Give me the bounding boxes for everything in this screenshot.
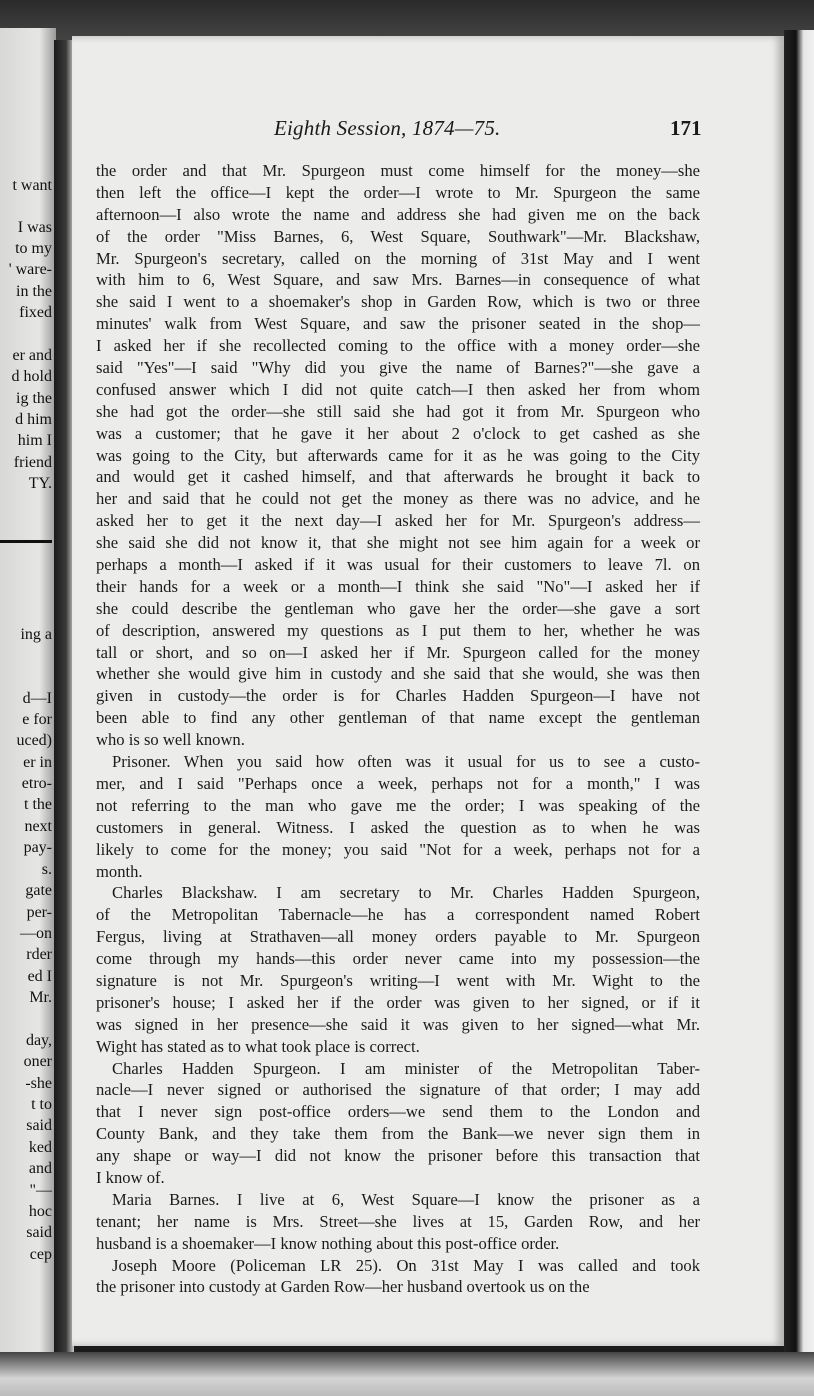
- text-line: husband is a shoemaker—I know nothing about this post-office order.: [96, 1233, 560, 1253]
- facing-page-line: ' ware-: [8, 261, 52, 278]
- text-line: not referring to the man who gave me the order; I was speaking of the: [96, 795, 700, 815]
- facing-page-line: er in: [23, 754, 52, 771]
- text-line: and would get it cashed himself, and that afterwards he brought it back to: [96, 467, 700, 487]
- text-line: said "Yes"—I said "Why did you give the name of Barnes?"—she gave a: [96, 358, 700, 378]
- text-line: whether she would give him in custody and she said that she would, she was then: [96, 664, 700, 684]
- text-line: nacle—I never signed or authorised the signature of that order; I may add: [96, 1080, 700, 1100]
- text-line: asked her to get it the next day—I asked her for Mr. Spurgeon's address—: [96, 511, 700, 531]
- text-line: tall or short, and so on—I asked her if Mr. Spurgeon called for the money: [96, 642, 700, 662]
- text-line: her and said that he could not get the money as there was no advice, and he: [96, 489, 700, 509]
- facing-page-line: d hold: [11, 368, 52, 385]
- text-line: Charles Blackshaw. I am secretary to Mr. Charles Hadden Spurgeon,: [112, 883, 700, 903]
- text-line: that I never sign post-office orders—we send them to the London and: [96, 1102, 700, 1122]
- text-line: their hands for a week or a month—I think she said "No"—I asked her if: [96, 576, 700, 596]
- text-line: mer, and I said "Perhaps once a week, perhaps not for a month," I was: [96, 773, 700, 793]
- text-line: likely to come for the money; you said "Not for a week, perhaps not for a: [96, 839, 700, 859]
- facing-page-line: t the: [24, 796, 52, 813]
- text-line: minutes' walk from West Square, and saw the prisoner seated in the shop—: [96, 314, 700, 334]
- text-line: afternoon—I also wrote the name and address she had given me on the back: [96, 204, 700, 224]
- facing-page-line: uced): [16, 732, 52, 749]
- facing-page-line: e for: [22, 711, 52, 728]
- facing-page-line: gate: [25, 882, 52, 899]
- text-line: who is so well known.: [96, 730, 245, 750]
- text-line: the order and that Mr. Spurgeon must come himself for the money—she: [96, 161, 700, 180]
- text-line: customers in general. Witness. I asked the question as to when he was: [96, 817, 700, 837]
- facing-page-line: per-: [26, 904, 52, 921]
- facing-page-line: pay-: [23, 839, 52, 856]
- scan-top-border: [0, 0, 814, 40]
- book-gutter: [54, 40, 74, 1358]
- facing-page-line: Mr.: [29, 989, 52, 1006]
- text-line: was going to the City, but afterwards came for it as he was going to the City: [96, 445, 700, 465]
- text-line: confused answer which I did not quite catch—I then asked her from whom: [96, 379, 700, 399]
- facing-page-line: etro-: [21, 775, 52, 792]
- text-line: Mr. Spurgeon's secretary, called on the morning of 31st May and I went: [96, 248, 700, 268]
- facing-page-line: and: [28, 1160, 52, 1177]
- facing-page-line: in the: [16, 283, 52, 300]
- text-line: of description, answered my questions as I put them to her, whether he was: [96, 620, 700, 640]
- text-line: of the Metropolitan Tabernacle—he has a correspondent named Robert: [96, 905, 700, 925]
- body-text: [96, 160, 700, 1298]
- text-line: Wight has stated as to what took place is correct.: [96, 1036, 420, 1056]
- text-line: Joseph Moore (Policeman LR 25). On 31st May I was called and took: [112, 1255, 700, 1275]
- text-line: perhaps a month—I asked if it was usual for their customers to leave 7l. on: [96, 555, 700, 575]
- facing-page-line: ig the: [16, 390, 52, 407]
- scan-bottom-border: [0, 1352, 814, 1396]
- facing-page-line: d him: [15, 411, 52, 428]
- text-line: Prisoner. When you said how often was it usual for us to see a custo-: [112, 752, 700, 772]
- text-line: was a customer; that he gave it her about 2 o'clock to get cashed as she: [96, 423, 700, 443]
- text-line: of the order "Miss Barnes, 6, West Square, Southwark"—Mr. Blackshaw,: [96, 226, 700, 246]
- text-line: she had got the order—she still said she had got it from Mr. Spurgeon who: [96, 401, 700, 421]
- facing-page-line: cep: [29, 1246, 52, 1263]
- facing-page-line: said: [26, 1224, 52, 1241]
- facing-page-line: I was: [17, 219, 52, 236]
- facing-page-line: oner: [23, 1053, 52, 1070]
- text-line: she could describe the gentleman who gave her the order—she gave a sort: [96, 598, 700, 618]
- facing-page-line: ed I: [27, 968, 52, 985]
- text-line: prisoner's house; I asked her if the order was given to her signed, or if it: [96, 992, 700, 1012]
- facing-page-line: s.: [41, 861, 52, 878]
- facing-page-rule: [0, 540, 52, 543]
- facing-page-line: him I: [17, 432, 52, 449]
- text-line: I asked her if she recollected coming to the office with a money order—she: [96, 336, 700, 356]
- text-line: with him to 6, West Square, and saw Mrs. Barnes—in consequence of what: [96, 270, 700, 290]
- text-line: was signed in her presence—she said it was given to her signed—what Mr.: [96, 1014, 700, 1034]
- text-line: she said she did not know it, that she might not see him again for a week or: [96, 533, 700, 553]
- text-line: given in custody—the order is for Charles Hadden Spurgeon—I have not: [96, 686, 700, 706]
- running-head: Eighth Session, 1874—75.: [274, 116, 501, 140]
- facing-page-line: ing a: [20, 626, 52, 643]
- text-line: come through my hands—this order never came into my possession—the: [96, 949, 700, 969]
- facing-page-line: ked: [28, 1139, 52, 1156]
- text-line: the prisoner into custody at Garden Row—her husband overtook us on the: [96, 1277, 590, 1297]
- text-line: been able to find any other gentleman of that name except the gentleman: [96, 708, 700, 728]
- facing-page-line: to my: [15, 240, 52, 257]
- text-line: then left the office—I kept the order—I wrote to Mr. Spurgeon the same: [96, 182, 700, 202]
- facing-page-line: t to: [31, 1096, 52, 1113]
- facing-page-line: day,: [25, 1032, 52, 1049]
- facing-page-fragment: [0, 28, 56, 1358]
- facing-page-line: fixed: [19, 304, 52, 321]
- facing-page-line: hoc: [28, 1203, 52, 1220]
- facing-page-line: —on: [20, 925, 52, 942]
- facing-page-line: er and: [12, 347, 52, 364]
- text-line: Maria Barnes. I live at 6, West Square—I know the prisoner as a: [112, 1189, 700, 1209]
- text-line: County Bank, and they take them from the Bank—we never sign them in: [96, 1124, 700, 1144]
- text-line: any shape or way—I did not know the prisoner before this transaction that: [96, 1146, 700, 1166]
- facing-page-line: t want: [12, 177, 52, 194]
- text-line: Fergus, living at Strathaven—all money orders payable to Mr. Spurgeon: [96, 927, 700, 947]
- text-line: tenant; her name is Mrs. Street—she lives at 15, Garden Row, and her: [96, 1211, 700, 1231]
- facing-page-line: d—I: [22, 690, 52, 707]
- facing-page-line: friend: [13, 454, 52, 471]
- page-header: [72, 116, 784, 146]
- text-line: Charles Hadden Spurgeon. I am minister of the Metropolitan Taber-: [112, 1058, 700, 1078]
- page-number: 171: [670, 116, 702, 140]
- text-line: signature is not Mr. Spurgeon's writing—I went with Mr. Wight to the: [96, 970, 700, 990]
- facing-page-line: rder: [26, 946, 52, 963]
- text-line: month.: [96, 861, 143, 881]
- text-line: she said I went to a shoemaker's shop in Garden Row, which is two or three: [96, 292, 700, 312]
- text-line: I know of.: [96, 1167, 165, 1187]
- facing-page-line: said: [26, 1117, 52, 1134]
- facing-page-line: next: [24, 818, 52, 835]
- facing-page-line: TY.: [28, 475, 52, 492]
- facing-page-line: "—: [29, 1182, 52, 1199]
- facing-page-line: -she: [25, 1075, 52, 1092]
- scan-right-border: [784, 30, 814, 1360]
